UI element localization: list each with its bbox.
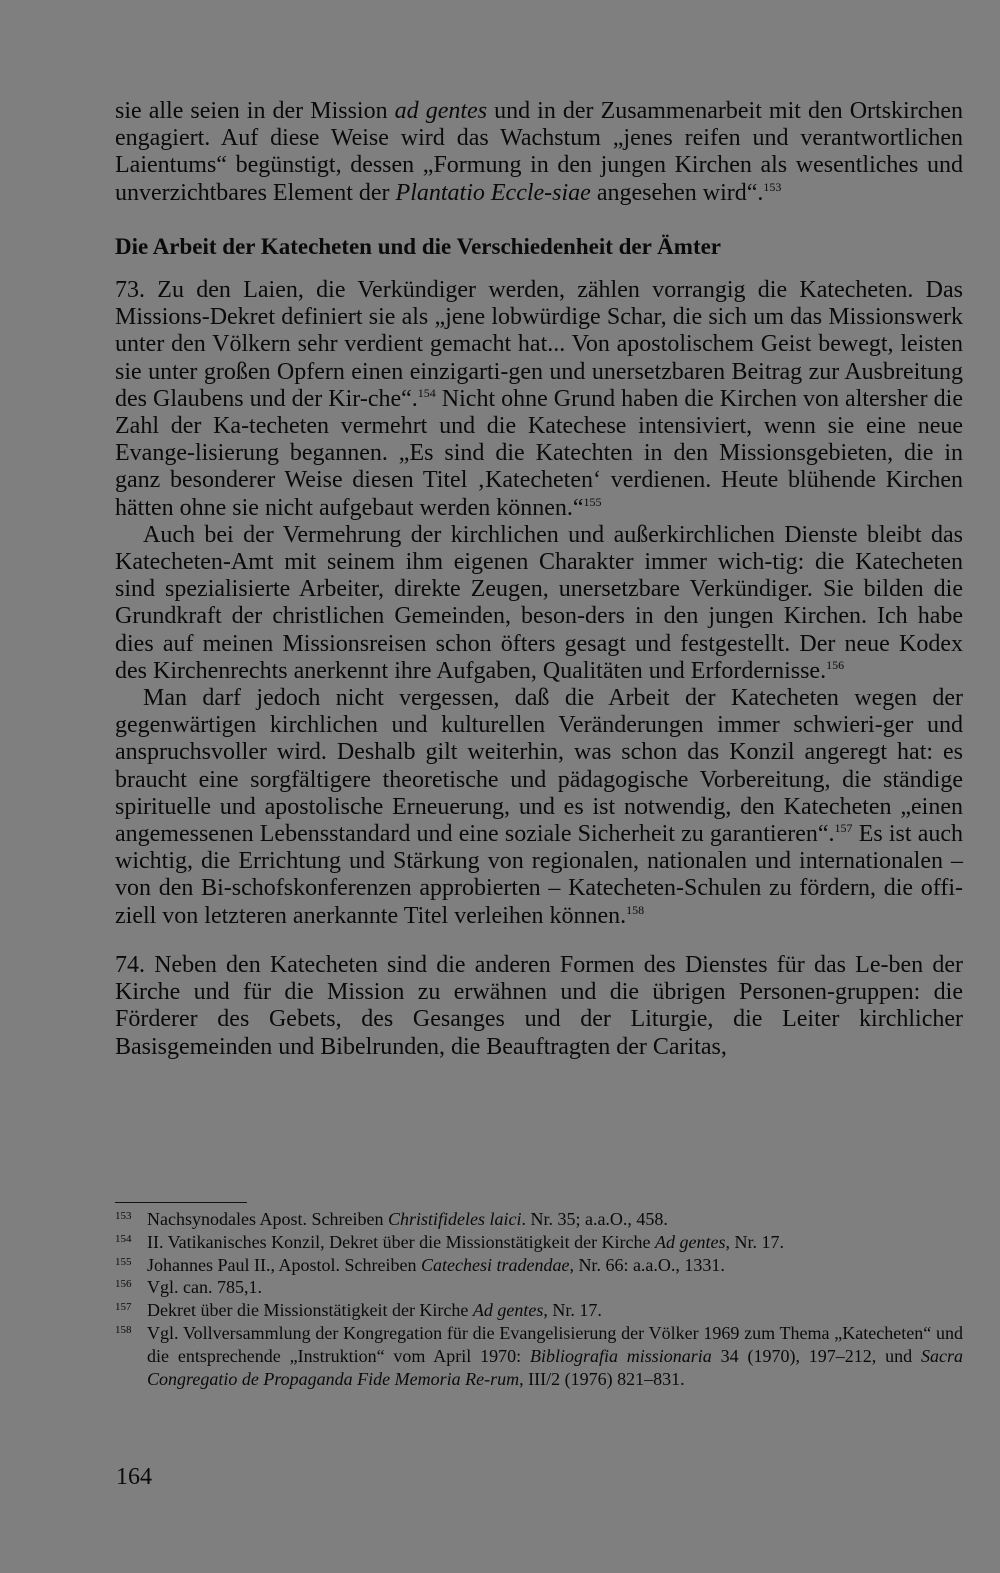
- footnote-text: Nachsynodales Apost. Schreiben Christifideles laici. Nr. 35; a.a.O., 458.: [147, 1209, 668, 1229]
- footnote-ref: 157: [834, 821, 853, 836]
- text-run: angesehen wird“.: [590, 179, 764, 206]
- paragraph-74: 74. Neben den Katecheten sind die anderen Formen des Dienstes für das Le-ben der Kirche und für die Mission zu erwähnen und die übrigen Personen-gruppen: die Förderer des Gebets, des Gesanges und der Liturgie, die Leiter kirchlicher Basisgemeinden und Bibelrunden, die Beauftragten der Caritas,: [115, 951, 963, 1060]
- paragraph-73-3: [115, 685, 963, 930]
- footnote: [115, 1322, 963, 1390]
- paragraph-1: [115, 98, 963, 207]
- page-number: 164: [116, 1464, 152, 1490]
- footnote-number: 154: [115, 1232, 132, 1245]
- footnote: [115, 1208, 963, 1231]
- footnote-text: Dekret über die Missionstätigkeit der Kirche Ad gentes, Nr. 17.: [147, 1300, 602, 1321]
- main-text: [115, 98, 963, 1061]
- footnote-number: 155: [115, 1255, 132, 1268]
- text-run: Auch bei der Vermehrung der kirchlichen und außerkirchlichen Dienste bleibt das Katecheten-Amt mit seinem ihm eigenen Charakter immer wich-tig: die Katecheten sind spezialisierte Arbeiter, direkte Zeugen, unersetzbare Verkündiger. Sie bilden die Grundkraft der christlichen Gemeinden, beson-ders in den jungen Kirchen. Ich habe dies auf meinen Missionsreisen schon öfters gesagt und festgestellt. Der neue Kodex des Kirchenrechts anerkennt ihre Aufgaben, Qualitäten und Erfordernisse.: [115, 521, 963, 684]
- text-run: und in der Zusammenarbeit mit den Ortskirchen engagiert. Auf diese Weise wird das Wachstum „jenes reifen und verantwortlichen Laientums“ begünstigt, dessen „Formung in den jungen Kirchen als wesentliches und unverzichtbares Element der: [115, 98, 964, 206]
- section-heading: Die Arbeit der Katecheten und die Verschiedenheit der Ämter: [115, 233, 722, 259]
- footnote-number: 157: [115, 1301, 132, 1314]
- text-run: Es ist auch wichtig, die Errichtung und Stärkung von regionalen, nationalen und internationalen – von den Bi-schofskonferenzen approbierten – Katecheten-Schulen zu fördern, die offi-ziell von letzteren anerkannte Titel verleihen können.: [115, 821, 964, 929]
- footnote-number: 153: [115, 1210, 132, 1222]
- paragraph-73: [115, 277, 963, 522]
- italic-term: Plantatio Eccle-siae: [395, 179, 591, 206]
- footnote-ref: 158: [626, 902, 645, 917]
- footnote-ref: 155: [583, 494, 602, 509]
- footnote-number: 158: [115, 1323, 132, 1336]
- paragraph-73-2: [115, 522, 963, 685]
- footnote-text: Johannes Paul II., Apostol. Schreiben Catechesi tradendae, Nr. 66: a.a.O., 1331.: [147, 1254, 725, 1275]
- text-run: sie alle seien in der Mission: [115, 98, 395, 124]
- text-run: 73. Zu den Laien, die Verkündiger werden, zählen vorrangig die Katecheten. Das Missions-Dekret definiert sie als „jene lobwürdige Schar, die sich um das Missionswerk unter den Völkern sehr verdient gemacht hat... Von apostolischem Geist bewegt, leisten sie unter großen Opfern einen einzigarti-gen und unersetzbaren Beitrag zur Ausbreitung des Glaubens und der Kir-che“.: [115, 277, 963, 412]
- footnote-ref: 153: [763, 179, 782, 194]
- footnote: [115, 1254, 963, 1277]
- footnotes: [115, 1208, 963, 1390]
- text-run: Nicht ohne Grund haben die Kirchen von altersher die Zahl der Ka-techeten vermehrt und die Katechese intensiviert, wenn sie eine neue Evange-lisierung begannen. „Es sind die Katechten in den Missionsgebieten, die in ganz besonderer Weise diesen Titel ‚Katecheten‘ verdienen. Heute blühende Kirchen hätten ohne sie nicht aufgebaut werden können.“: [115, 385, 964, 521]
- italic-term: ad gentes: [394, 98, 488, 124]
- footnote-separator: [115, 1202, 247, 1203]
- footnote-ref: 156: [826, 657, 845, 672]
- footnote-text: Vgl. can. 785,1.: [147, 1277, 262, 1298]
- footnote: [115, 1299, 963, 1322]
- footnote-ref: 154: [417, 385, 436, 400]
- footnote-number: 156: [115, 1278, 132, 1291]
- footnote: [115, 1276, 963, 1299]
- footnote: [115, 1231, 963, 1254]
- footnote-text: II. Vatikanisches Konzil, Dekret über die Missionstätigkeit der Kirche Ad gentes, Nr. 17.: [147, 1231, 785, 1252]
- text-run: Man darf jedoch nicht vergessen, daß die Arbeit der Katecheten wegen der gegenwärtigen kirchlichen und kulturellen Veränderungen immer schwieri-ger und anspruchsvoller wird. Deshalb gilt weiterhin, was schon das Konzil angeregt hat: es braucht eine sorgfältigere theoretische und pädagogische Vorbereitung, die ständige spirituelle und apostolische Erneuerung, und es ist notwendig, den Katecheten „einen angemessenen Lebensstandard und eine soziale Sicherheit zu garantieren“.: [115, 685, 963, 848]
- footnote-text: Vgl. Vollversammlung der Kongregation für die Evangelisierung der Völker 1969 zum Thema „Katecheten“ und die entsprechende „Instruktion“ vom April 1970: Bibliografia missionaria 34 (1970), 197–212, und Sacra Congregatio de Propaganda Fide Memoria Re-rum, III/2 (1976) 821–831.: [147, 1322, 963, 1389]
